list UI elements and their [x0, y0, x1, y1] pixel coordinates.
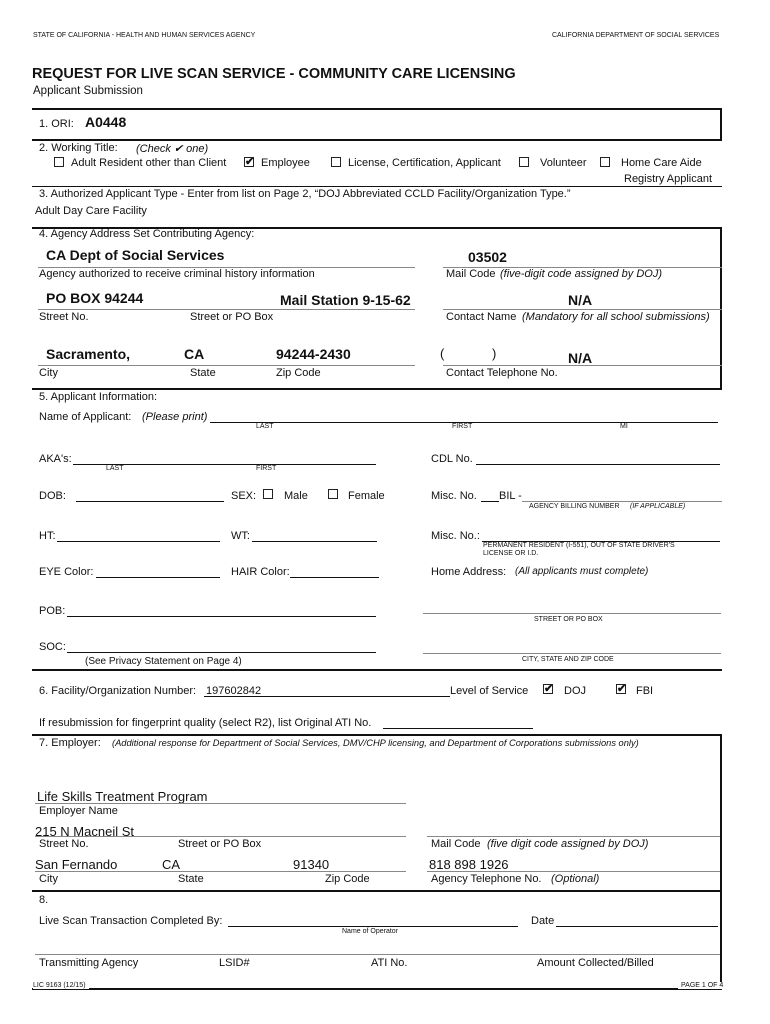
working-title-hint: (Check ✔ one)	[136, 143, 209, 155]
phone-open-paren: (	[440, 346, 445, 361]
checkbox-license-applicant[interactable]	[331, 157, 341, 167]
employer-street-no-value[interactable]: 215 N Macneil St	[35, 824, 134, 839]
home-street-caption: STREET OR PO BOX	[534, 616, 603, 623]
employer-name-caption: Employer Name	[39, 805, 118, 817]
applicant-name-hint: (Please print)	[142, 411, 208, 423]
weight-label: WT:	[231, 530, 250, 542]
aka-first-caption: FIRST	[256, 465, 277, 472]
name-mi-caption: MI	[620, 423, 628, 430]
agency-phone-caption: Agency Telephone No.	[431, 873, 542, 885]
lsid-caption: LSID#	[219, 957, 250, 969]
street-no-value[interactable]: PO BOX 94244	[46, 290, 144, 306]
weight-line[interactable]	[252, 541, 377, 542]
checkbox-female[interactable]	[328, 489, 338, 499]
street-value[interactable]: Mail Station 9-15-62	[280, 292, 411, 308]
employer-state-caption: State	[178, 873, 204, 885]
transmitting-agency-caption: Transmitting Agency	[39, 957, 139, 969]
misc-no-2-label: Misc. No.:	[431, 530, 480, 542]
permanent-resident-caption: PERMANENT RESIDENT (I-551), OUT OF STATE DRIVER'S	[483, 542, 675, 549]
zip-value[interactable]: 94244-2430	[276, 346, 351, 362]
height-line[interactable]	[57, 541, 220, 542]
employer-mail-code-hint: (five digit code assigned by DOJ)	[487, 838, 649, 850]
pob-line[interactable]	[67, 616, 376, 617]
checkbox-doj[interactable]: ✔	[544, 683, 554, 695]
soc-line[interactable]	[67, 652, 376, 653]
level-of-service-label: Level of Service	[450, 685, 529, 697]
option-home-care-aide-label: Home Care Aide	[621, 157, 702, 169]
contact-name-caption: Contact Name	[446, 311, 517, 323]
misc-no-label: Misc. No.	[431, 490, 477, 502]
header-department: CALIFORNIA DEPARTMENT OF SOCIAL SERVICES	[552, 32, 720, 39]
soc-label: SOC:	[39, 641, 66, 653]
employer-street-no-caption: Street No.	[39, 838, 89, 850]
mail-code-caption: Mail Code	[446, 268, 496, 280]
state-caption: State	[190, 367, 216, 379]
mail-code-hint: (five-digit code assigned by DOJ)	[500, 268, 663, 280]
employer-state-value[interactable]: CA	[162, 857, 181, 872]
contact-phone-value[interactable]: N/A	[568, 350, 593, 366]
contact-name-hint: (Mandatory for all school submissions)	[522, 311, 710, 323]
city-value[interactable]: Sacramento,	[46, 346, 131, 362]
applicant-type-value[interactable]: Adult Day Care Facility	[35, 205, 147, 217]
checkbox-home-care-aide[interactable]	[600, 157, 610, 167]
applicant-info-label: 5. Applicant Information:	[39, 391, 158, 403]
option-license-applicant-label: License, Certification, Applicant	[348, 157, 501, 169]
employer-label: 7. Employer:	[39, 737, 101, 749]
completed-by-label: Live Scan Transaction Completed By:	[39, 915, 223, 927]
privacy-statement-note: (See Privacy Statement on Page 4)	[85, 656, 242, 667]
mail-code-value[interactable]: 03502	[468, 249, 507, 265]
license-id-caption: LICENSE OR I.D.	[483, 550, 539, 557]
hair-color-label: HAIR Color:	[231, 566, 290, 578]
home-address-hint: (All applicants must complete)	[515, 566, 649, 577]
misc-no-value[interactable]: BIL -	[499, 490, 522, 502]
option-home-care-aide-label-2: Registry Applicant	[624, 173, 713, 185]
section-8-label: 8.	[39, 894, 49, 906]
sex-label: SEX:	[231, 490, 257, 502]
billing-number-hint: (IF APPLICABLE)	[630, 503, 686, 510]
agency-phone-value[interactable]: 818 898 1926	[429, 857, 509, 872]
facility-number-value[interactable]: 197602842	[206, 685, 262, 697]
resubmission-label: If resubmission for fingerprint quality (select R2), list Original ATI No.	[39, 717, 372, 729]
height-label: HT:	[39, 530, 56, 542]
facility-number-label: 6. Facility/Organization Number:	[39, 685, 197, 697]
contact-phone-caption: Contact Telephone No.	[446, 367, 558, 379]
phone-close-paren: )	[492, 346, 497, 361]
name-first-caption: FIRST	[452, 423, 473, 430]
option-volunteer-label: Volunteer	[540, 157, 587, 169]
employer-name-value[interactable]: Life Skills Treatment Program	[37, 789, 208, 804]
cdl-line[interactable]	[476, 464, 720, 465]
dob-label: DOB:	[39, 490, 66, 502]
amount-collected-caption: Amount Collected/Billed	[537, 957, 654, 969]
checkbox-fbi[interactable]: ✔	[617, 683, 627, 695]
checkbox-adult-resident[interactable]	[54, 157, 64, 167]
employer-zip-value[interactable]: 91340	[293, 857, 330, 872]
street-caption: Street or PO Box	[190, 311, 274, 323]
employer-street-caption: Street or PO Box	[178, 838, 262, 850]
agency-name-value[interactable]: CA Dept of Social Services	[46, 247, 225, 263]
agency-address-label: 4. Agency Address Set Contributing Agency:	[39, 228, 255, 240]
form-title: REQUEST FOR LIVE SCAN SERVICE - COMMUNITY CARE LICENSING	[32, 66, 516, 82]
header-agency: STATE OF CALIFORNIA - HEALTH AND HUMAN SERVICES AGENCY	[33, 32, 256, 39]
ati-no-caption: ATI No.	[371, 957, 408, 969]
checkbox-male[interactable]	[263, 489, 273, 499]
billing-number-caption: AGENCY BILLING NUMBER	[529, 503, 620, 510]
applicant-type-label: 3. Authorized Applicant Type - Enter from list on Page 2, “DOJ Abbreviated CCLD Facility/Organization Type.”	[39, 188, 571, 200]
agency-phone-hint: (Optional)	[551, 873, 600, 885]
cdl-label: CDL No.	[431, 453, 473, 465]
ori-label: 1. ORI:	[39, 118, 74, 130]
female-label: Female	[348, 490, 385, 502]
option-employee-label: Employee	[261, 157, 310, 169]
home-city-caption: CITY, STATE AND ZIP CODE	[522, 656, 614, 663]
operator-caption: Name of Operator	[342, 928, 399, 935]
doj-label: DOJ	[564, 685, 586, 697]
employer-hint: (Additional response for Department of Social Services, DMV/CHP licensing, and Department of Corporations submissions only)	[112, 738, 639, 748]
hair-color-line[interactable]	[290, 577, 379, 578]
date-line[interactable]	[556, 926, 718, 927]
employer-zip-caption: Zip Code	[325, 873, 370, 885]
date-label: Date	[531, 915, 555, 927]
page-number: PAGE 1 OF 4	[678, 982, 723, 989]
pob-label: POB:	[39, 605, 66, 617]
form-subtitle: Applicant Submission	[33, 85, 143, 97]
zip-caption: Zip Code	[276, 367, 321, 379]
employer-mail-code-caption: Mail Code	[431, 838, 481, 850]
male-label: Male	[284, 490, 308, 502]
street-no-caption: Street No.	[39, 311, 89, 323]
operator-line[interactable]	[228, 926, 518, 927]
applicant-name-label: Name of Applicant:	[39, 411, 132, 423]
city-caption: City	[39, 367, 58, 379]
option-adult-resident-label: Adult Resident other than Client	[71, 157, 227, 169]
form-number: LIC 9163 (12/15)	[33, 982, 89, 989]
ori-value[interactable]: A0448	[85, 114, 127, 130]
state-value[interactable]: CA	[184, 346, 205, 362]
employer-city-caption: City	[39, 873, 58, 885]
working-title-label: 2. Working Title:	[39, 142, 118, 154]
aka-last-caption: LAST	[106, 465, 124, 472]
home-street-line[interactable]	[423, 613, 721, 614]
employer-city-value[interactable]: San Fernando	[35, 857, 118, 872]
aka-label: AKA's:	[39, 453, 72, 465]
contact-name-value[interactable]: N/A	[568, 292, 593, 308]
checkbox-volunteer[interactable]	[519, 157, 529, 167]
original-ati-line[interactable]	[383, 728, 533, 729]
home-address-label: Home Address:	[431, 566, 507, 578]
fbi-label: FBI	[636, 685, 654, 697]
eye-color-label: EYE Color:	[39, 566, 94, 578]
agency-name-caption: Agency authorized to receive criminal history information	[39, 268, 315, 280]
home-city-line[interactable]	[423, 653, 721, 654]
eye-color-line[interactable]	[96, 577, 220, 578]
name-last-caption: LAST	[256, 423, 274, 430]
dob-line[interactable]	[76, 501, 224, 502]
checkbox-employee[interactable]: ✔	[245, 156, 255, 168]
